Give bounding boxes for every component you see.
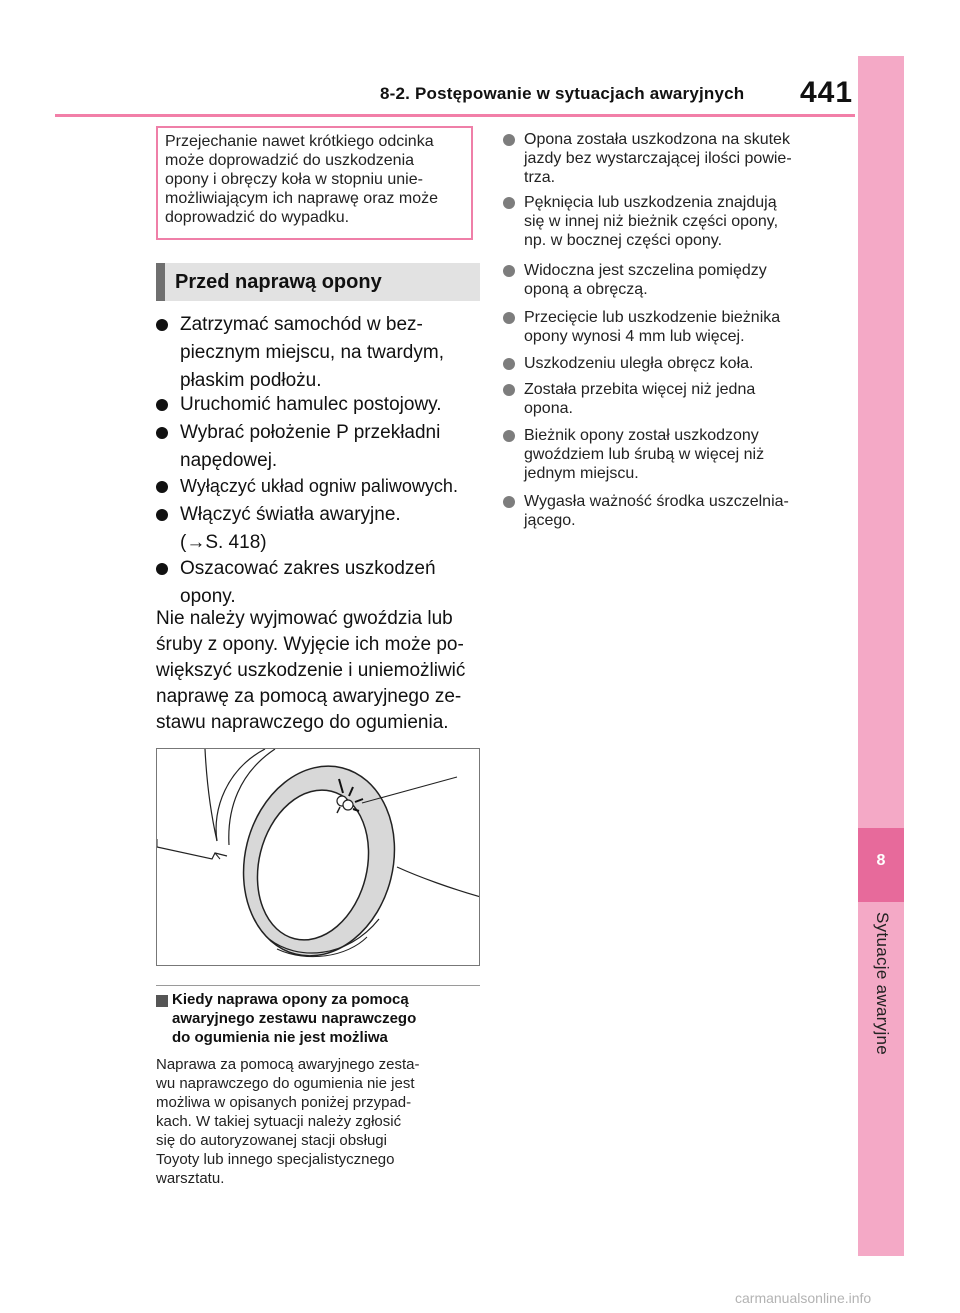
list-item-text: Uruchomić hamulec postojowy. [180,394,442,415]
warning-line: opony i obręczy koła w stopniu unie- [165,171,423,188]
note-paragraph [156,606,465,736]
list-item-text: Bieżnik opony został uszkodzony [524,427,759,444]
tire-drawing [157,749,480,966]
subsection-heading-line: Kiedy naprawa opony za pomocą [172,991,409,1008]
bullet-icon [156,427,168,439]
list-item-text: jednym miejscu. [524,465,639,482]
warning-line: Przejechanie nawet krótkiego odcinka [165,133,434,150]
list-item-text: Została przebita więcej niż jedna [524,381,756,398]
warning-box [156,126,473,240]
watermark: carmanualsonline.info [735,1290,872,1306]
list-item-text: Wygasła ważność środka uszczelnia- [524,493,789,510]
warning-line: może doprowadzić do uszkodzenia [165,152,415,169]
list-item-text: jazdy bez wystarczającej ilości powie- [524,150,792,167]
subsection-body-line: możliwa w opisanych poniżej przypad- [156,1094,412,1111]
list-item-text: Pęknięcia lub uszkodzenia znajdują [524,194,777,211]
list-item-text: Uszkodzeniu uległa obręcz koła. [524,355,754,372]
list-item-text: Wybrać położenie P przekładni [180,422,441,443]
chapter-number: 8 [876,852,886,869]
list-item-text: np. w bocznej części opony. [524,232,723,249]
list-item-text: Oszacować zakres uszkodzeń [180,558,436,579]
note-line: śruby z opony. Wyjęcie ich może po- [156,634,464,655]
subsection-body-line: Toyoty lub innego specjalistycznego [156,1151,395,1168]
bullet-icon [503,265,515,277]
bullet-icon [503,496,515,508]
bullet-icon [503,358,515,370]
list-item-text: jącego. [524,512,576,529]
subsection-heading [172,990,416,1047]
subsection-body-line: kach. W takiej sytuacji należy zgłosić [156,1113,402,1130]
header-title: 8-2. Postępowanie w sytuacjach awaryjnych [380,84,745,103]
list-item-text: piecznym miejscu, na twardym, [180,342,444,363]
list-item-text: opony. [180,586,236,607]
bullet-icon [503,197,515,209]
page-number: 441 [800,76,854,109]
list-item-text: opony wynosi 4 mm lub więcej. [524,328,745,345]
subsection-body-line: warsztatu. [156,1170,225,1187]
subsection-heading-line: do ogumienia nie jest możliwa [172,1029,388,1046]
list-item-text: trza. [524,169,556,186]
warning-line: możliwiającym ich naprawę oraz może [165,190,438,207]
note-line: naprawę za pomocą awaryjnego ze- [156,686,462,707]
bullet-icon [156,509,168,521]
bullet-icon [503,312,515,324]
bullet-icon [156,319,168,331]
note-line: stawu naprawczego do ogumienia. [156,712,449,733]
square-bullet-icon [156,995,168,1007]
list-item-text: Włączyć światła awaryjne. [180,504,401,525]
subsection-body [156,1055,419,1188]
subsection-body-line: Naprawa za pomocą awaryjnego zesta- [156,1056,420,1073]
bullet-icon [503,384,515,396]
list-item-text: napędowej. [180,450,278,471]
list-item-text: oponą a obręczą. [524,281,648,298]
subsection-divider [156,985,480,986]
bullet-icon [156,563,168,575]
tire-illustration [156,748,480,966]
side-tab [858,56,904,1256]
bullet-icon [503,430,515,442]
list-item-text: Wyłączyć układ ogniw paliwowych. [180,476,458,496]
chapter-label: Sytuacje awaryjne [873,912,892,1056]
section-heading: Przed naprawą opony [156,263,480,301]
list-item-text: Przecięcie lub uszkodzenie bieżnika [524,309,781,326]
note-line: większyć uszkodzenie i uniemożliwić [156,660,466,681]
list-item-text: płaskim podłożu. [180,370,322,391]
list-item-text: Widoczna jest szczelina pomiędzy [524,262,767,279]
bullet-icon [156,481,168,493]
bullet-icon [503,134,515,146]
list-item-text: gwoździem lub śrubą w więcej niż [524,446,765,463]
subsection-heading-line: awaryjnego zestawu naprawczego [172,1010,417,1027]
list-item-text: Opona została uszkodzona na skutek [524,131,790,148]
subsection-body-line: wu naprawczego do ogumienia nie jest [156,1075,415,1092]
header-divider [55,114,855,117]
list-item-text: opona. [524,400,573,417]
list-item-text: Zatrzymać samochód w bez- [180,314,423,335]
list-item-text: się w innej niż bieżnik części opony, [524,213,779,230]
page-reference[interactable]: (→S. 418) [180,532,267,553]
subsection-body-line: się do autoryzowanej stacji obsługi [156,1132,387,1149]
warning-line: doprowadzić do wypadku. [165,209,350,226]
note-line: Nie należy wyjmować gwoździa lub [156,608,453,629]
bullet-icon [156,399,168,411]
